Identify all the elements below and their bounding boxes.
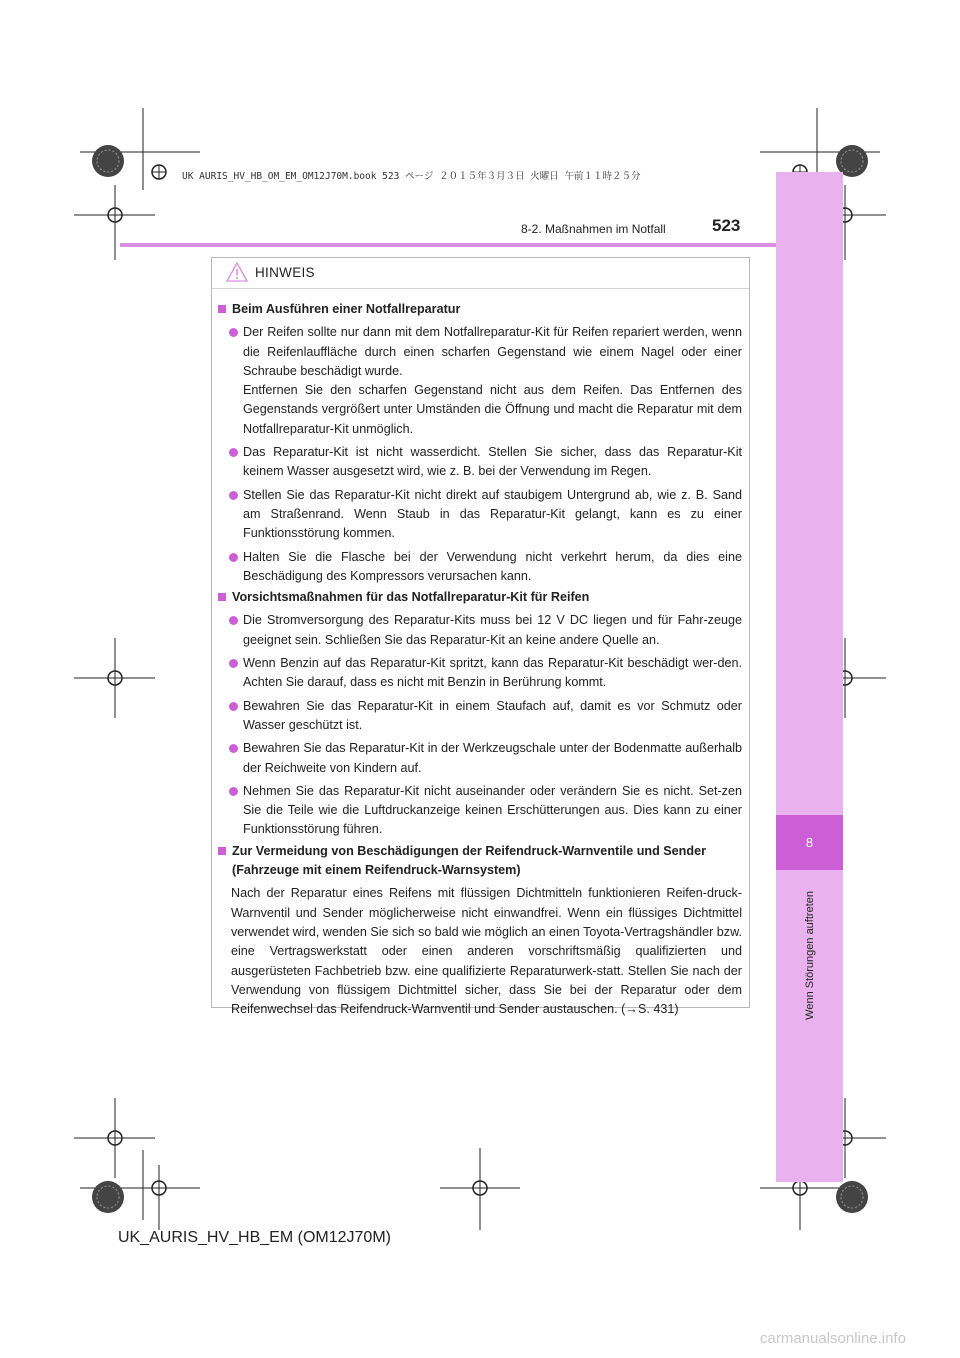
book-info-line: UK AURIS_HV_HB_OM_EM_OM12J70M.book 523 ページ ２０１５年３月３日 火曜日 午前１１時２５分 — [182, 171, 641, 182]
list-item — [218, 782, 742, 840]
item-text: Entfernen Sie den scharfen Gegenstand nicht aus dem Reifen. Das Entfernen des Gegenstands vergrößert unter Umständen die Öffnung und macht die Reparatur mit dem Notfallreparatur-Kit unmöglich. — [243, 383, 742, 436]
list-item — [218, 697, 742, 736]
item-text: Das Reparatur-Kit ist nicht wasserdicht. Stellen Sie sicher, dass das Reparatur-Kit keinem Wasser ausgesetzt wird, wie z. B. bei der Verwendung im Regen. — [243, 445, 742, 479]
notice-title: HINWEIS — [255, 265, 315, 280]
warning-icon — [225, 261, 249, 283]
notice-section — [218, 842, 742, 1020]
list-item — [218, 654, 742, 693]
item-text: Bewahren Sie das Reparatur-Kit in der Werkzeugschale unter der Bodenmatte außerhalb der Reichweite von Kindern auf. — [243, 741, 742, 775]
item-text: Stellen Sie das Reparatur-Kit nicht direkt auf staubigem Untergrund ab, wie z. B. Sand am Straßenrand. Wenn Staub in das Reparatur-Kit gelangt, kann es zu einer Funktionsstörung kommen. — [243, 487, 742, 541]
item-text: Die Stromversorgung des Reparatur-Kits muss bei 12 V DC liegen und für Fahr-zeuge geeignet sein. Schließen Sie das Reparatur-Kit an keine andere Quelle an. — [243, 613, 742, 647]
chapter-tab-title-text: Wenn Störungen auftreten — [804, 890, 816, 1020]
page-number: 523 — [712, 216, 741, 235]
watermark: carmanualsonline.info — [760, 1330, 906, 1347]
header-rule — [120, 243, 776, 247]
item-text: Halten Sie die Flasche bei der Verwendung nicht verkehrt herum, da dies eine Beschädigung des Kompressors verursachen kann. — [243, 549, 742, 583]
chapter-tab-number: 8 — [776, 815, 843, 870]
item-text: Nehmen Sie das Reparatur-Kit nicht auseinander oder verändern Sie es nicht. Set-zen Sie die Teile wie die Luftdruckanzeige keinen Erschütterungen aus. Dies kann zu einer Funktionsstörung führen. — [243, 783, 742, 837]
chapter-tab — [776, 172, 843, 1182]
chapter-tab-title — [770, 880, 850, 1030]
notice-body — [212, 289, 749, 1019]
list-item — [218, 443, 742, 482]
section-text: Nach der Reparatur eines Reifens mit flüssigen Dichtmitteln funktionieren Reifen-druck-Warnventil und Sender möglicherweise nicht einwandfrei. Wenn ein flüssiges Dichtmittel verwendet wird, wenden Sie sich so bald wie möglich an einen Toyota-Vertragshändler bzw. eine Vertragswerkstatt oder einen anderen vorschriftsmäßig qualifizierten und ausgerüsteten Fachbetrieb bzw. eine qualifizierte Reparaturwerk-statt. Stellen Sie nach der Verwendung von flüssigem Dichtmittel sicher, dass Sie bei der Reparatur oder dem Reifenwechsel das Reifendruck-Warnventil und Sender austauschen. (→S. 431) — [231, 886, 742, 1017]
item-text: Wenn Benzin auf das Reparatur-Kit spritzt, kann das Reparatur-Kit beschädigt wer-den. Achten Sie darauf, dass es nicht mit Benzin in Berührung kommt. — [243, 656, 742, 690]
list-item — [218, 739, 742, 778]
item-text: Bewahren Sie das Reparatur-Kit in einem Staufach auf, damit es vor Schmutz oder Wasser geschützt ist. — [243, 698, 742, 732]
list-item — [218, 323, 742, 439]
notice-box — [211, 257, 750, 1017]
notice-section — [218, 300, 742, 586]
item-text: Der Reifen sollte nur dann mit dem Notfallreparatur-Kit für Reifen repariert werden, wenn die Reifenlauffläche durch einen scharfen Gegenstand wie einem Nagel oder einer Schraube beschädigt wurde. — [243, 325, 742, 378]
list-item — [218, 486, 742, 544]
notice-section — [218, 588, 742, 840]
section-heading: Zur Vermeidung von Beschädigungen der Reifendruck-Warnventile und Sender (Fahrzeuge mit einem Reifendruck-Warnsystem) — [218, 842, 742, 881]
list-item — [218, 611, 742, 650]
section-heading: Vorsichtsmaßnahmen für das Notfallreparatur-Kit für Reifen — [218, 588, 742, 607]
footer-model-code: UK_AURIS_HV_HB_EM (OM12J70M) — [118, 1229, 391, 1246]
notice-header — [212, 258, 749, 289]
list-item — [218, 548, 742, 587]
section-title: 8-2. Maßnahmen im Notfall — [521, 222, 666, 236]
section-heading: Beim Ausführen einer Notfallreparatur — [218, 300, 742, 319]
